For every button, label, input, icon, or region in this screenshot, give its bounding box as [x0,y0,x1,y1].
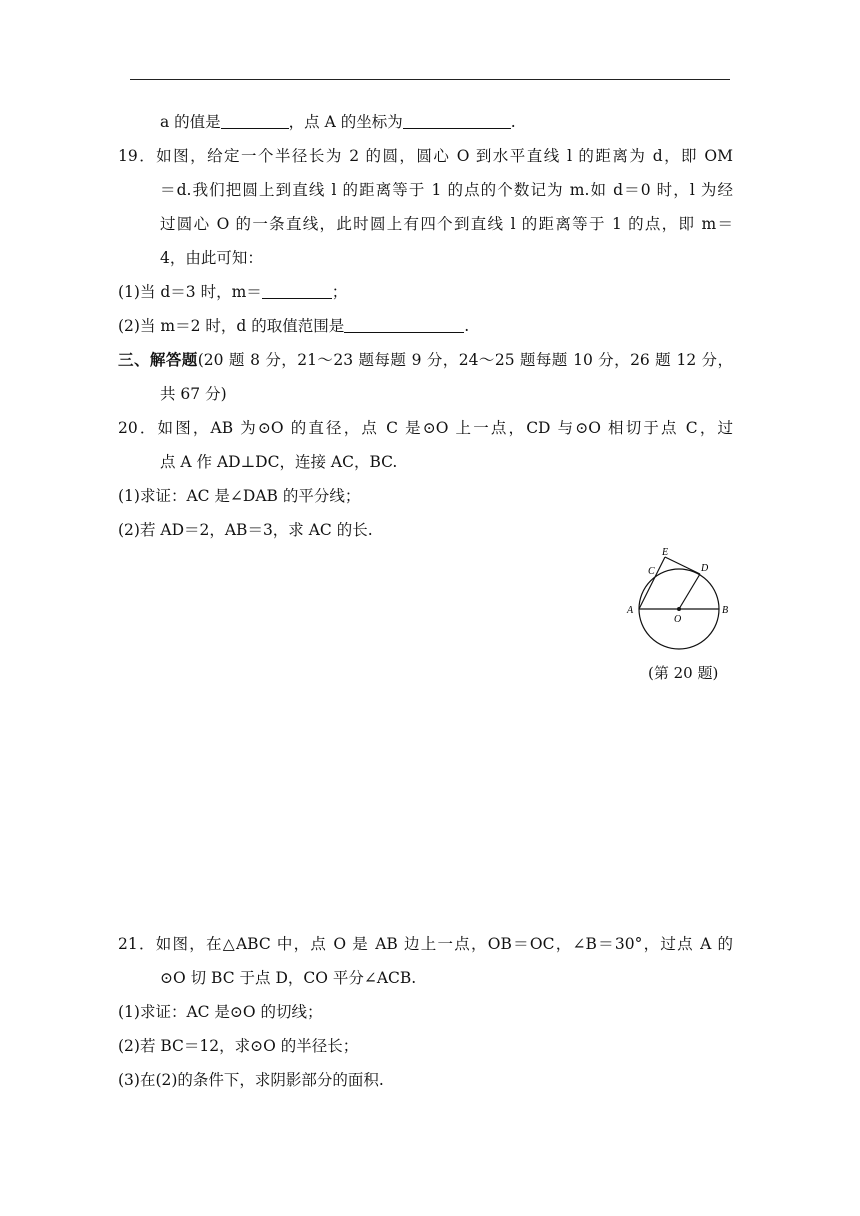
q21-line-2: ⊙O 切 BC 于点 D，CO 平分∠ACB. [160,969,417,987]
q19-sub2-text: (2)当 m＝2 时，d 的取值范围是 [118,317,345,335]
section3-scoring-2: 共 67 分) [160,385,227,403]
q21-line-1: 21．如图，在△ABC 中，点 O 是 AB 边上一点，OB＝OC，∠B＝30°，过点 A 的 [118,935,733,953]
q20-line-2: 点 A 作 AD⊥DC，连接 AC，BC. [160,453,398,471]
section3-scoring-1: (20 题 8 分，21～23 题每题 9 分，24～25 题每题 10 分，26 题 12 分， [197,351,733,369]
q19-sub1 [118,282,733,302]
q18-text-3: . [510,113,516,131]
q20-line-1: 20．如图，AB 为⊙O 的直径，点 C 是⊙O 上一点，CD 与⊙O 相切于点 C，过 [118,419,733,437]
q18-tail-line [160,112,733,132]
label-c: C [648,566,655,577]
q19-sub2-answer-blank[interactable] [344,317,464,333]
q19-line-1: 19．如图，给定一个半径长为 2 的圆，圆心 O 到水平直线 l 的距离为 d，即 OM [118,147,733,165]
q18-answer-blank-2[interactable] [403,113,511,129]
center-dot [677,607,681,611]
q18-answer-blank-1[interactable] [221,113,289,129]
segment-ae [639,557,665,609]
q19-sub1-suffix: ； [331,283,348,301]
header-rule [130,79,730,80]
q19-line-4: 4，由此可知： [160,249,263,267]
q19-line-2: ＝d.我们把圆上到直线 l 的距离等于 1 的点的个数记为 m.如 d＝0 时，l 为经 [160,181,733,199]
label-e: E [662,547,669,558]
q21-sub3: (3)在(2)的条件下，求阴影部分的面积. [118,1071,384,1089]
q19-sub2-suffix: . [464,317,470,335]
q19-sub1-answer-blank[interactable] [262,283,332,299]
q20-sub2: (2)若 AD＝2，AB＝3，求 AC 的长. [118,521,373,539]
label-d: D [701,563,709,574]
q21-sub1: (1)求证：AC 是⊙O 的切线； [118,1003,323,1021]
segment-od [679,574,700,609]
q18-text-2: ，点 A 的坐标为 [288,113,403,131]
q19-line-3: 过圆心 O 的一条直线，此时圆上有四个到直线 l 的距离等于 1 的点，即 m＝ [160,215,733,233]
q21-sub2: (2)若 BC＝12，求⊙O 的半径长； [118,1037,359,1055]
label-b: B [722,605,729,616]
section3-heading: 三、解答题 [118,350,198,369]
label-a: A [627,605,634,616]
q20-figure [618,540,742,670]
label-o: O [674,614,682,625]
q19-sub2 [118,316,733,336]
q20-figure-caption: (第 20 题) [648,664,719,682]
tangent-ed [665,557,700,574]
q19-sub1-text: (1)当 d＝3 时，m＝ [118,283,262,301]
q20-sub1: (1)求证：AC 是∠DAB 的平分线； [118,487,361,505]
section3-heading-line [118,350,733,370]
q18-text-1: a 的值是 [160,113,221,131]
